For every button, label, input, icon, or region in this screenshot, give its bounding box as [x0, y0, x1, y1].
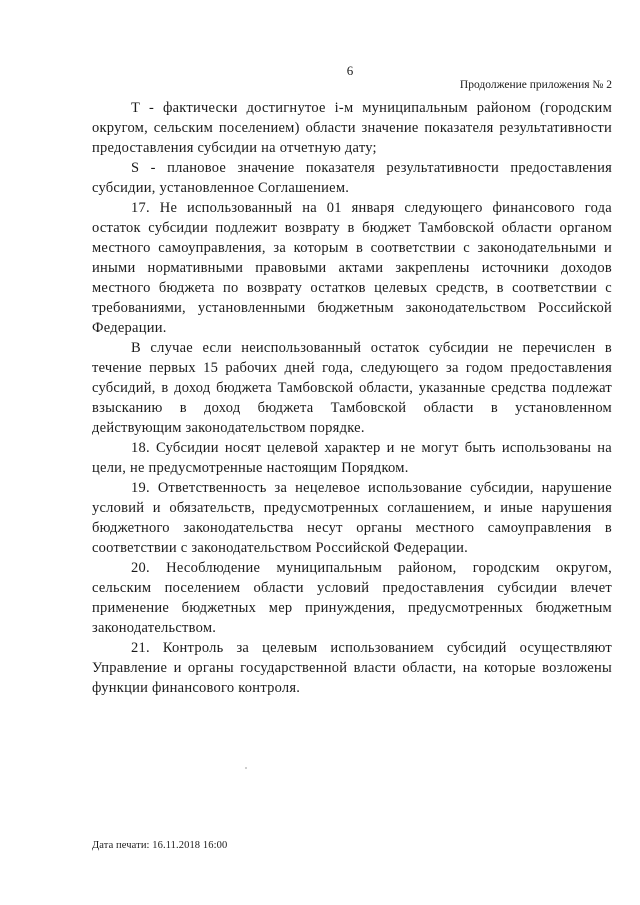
paragraph-19: 19. Ответственность за нецелевое использование субсидии, нарушение условий и обязательств, предусмотренных соглашением, и иные нарушения бюджетного законодательства несут органы местного самоуправления в соответствии с законодательством Российской Федерации. [92, 480, 612, 556]
paragraph-21: 21. Контроль за целевым использованием субсидий осуществляют Управление и органы государственной власти области, на которые возложены функции финансового контроля. [92, 640, 612, 696]
print-date: Дата печати: 16.11.2018 16:00 [92, 840, 228, 851]
scan-speck [245, 767, 247, 769]
appendix-continuation-label: Продолжение приложения № 2 [459, 79, 612, 91]
paragraph-17-continued: В случае если неиспользованный остаток субсидии не перечислен в течение первых 15 рабочих дней года, следующего за годом предоставления субсидий, в доход бюджета Тамбовской области, указанные средства подлежат взысканию в доход бюджета Тамбовской области в установленном действующим законодательством порядке. [92, 340, 612, 436]
paragraph-17: 17. Не использованный на 01 января следующего финансового года остаток субсидии подлежит возврату в бюджет Тамбовской области органом местного самоуправления, за которым в соответствии с законодательными и иными нормативными правовыми актами закреплены источники доходов местного бюджета по возврату остатков целевых средств, в соответствии с требованиями, установленными бюджетным законодательством Российской Федерации. [92, 200, 612, 336]
paragraph-s-definition: S - плановое значение показателя результативности предоставления субсидии, установленное Соглашением. [92, 160, 612, 196]
paragraph-t-definition: Т - фактически достигнутое i-м муниципальным районом (городским округом, сельским поселением) области значение показателя результативности предоставления субсидии на отчетную дату; [92, 100, 612, 156]
document-body [92, 98, 612, 698]
page-number: 6 [346, 63, 354, 78]
paragraph-20: 20. Несоблюдение муниципальным районом, городским округом, сельским поселением области условий предоставления субсидии влечет применение бюджетных мер принуждения, предусмотренных бюджетным законодательством. [92, 560, 612, 636]
paragraph-18: 18. Субсидии носят целевой характер и не могут быть использованы на цели, не предусмотренные настоящим Порядком. [92, 440, 612, 476]
